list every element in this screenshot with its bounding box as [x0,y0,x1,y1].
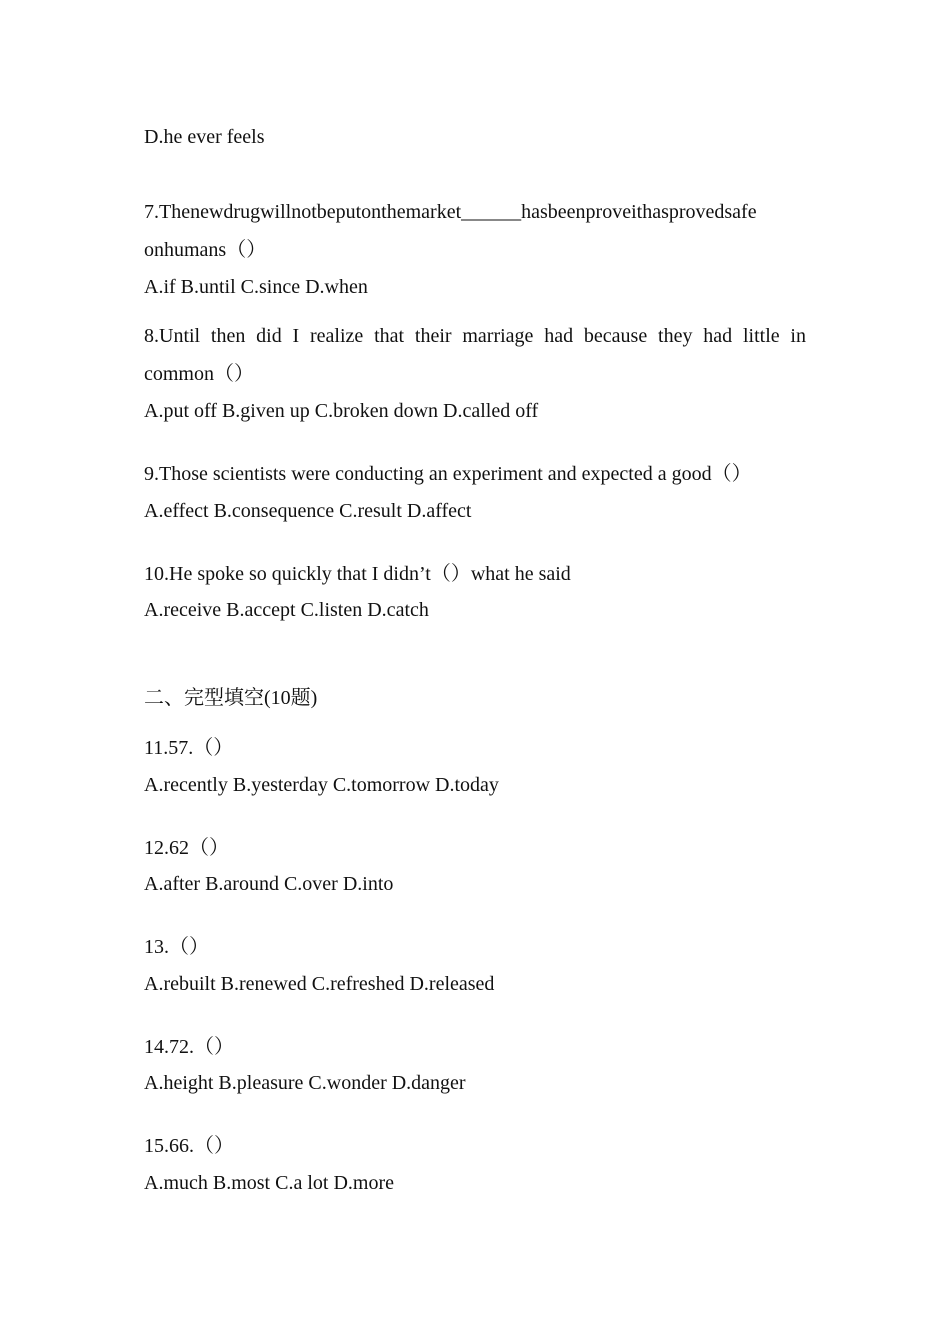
question-7-stem-line-1: 7.Thenewdrugwillnotbeputonthemarket______hasbeenproveithasprovedsafe [144,201,757,223]
question-11-options: A.recently B.yesterday C.tomorrow D.today [144,774,499,796]
question-13-stem: 13.（） [144,936,209,958]
question-10-options: A.receive B.accept C.listen D.catch [144,599,429,621]
question-8-stem-line-2: common（） [144,363,254,385]
question-14-stem: 14.72.（） [144,1036,234,1058]
question-11-stem: 11.57.（） [144,737,234,759]
question-13-options: A.rebuilt B.renewed C.refreshed D.released [144,973,495,995]
question-10-stem: 10.He spoke so quickly that I didn’t（）what he said [144,563,571,585]
question-15-stem: 15.66.（） [144,1135,234,1157]
question-12-stem: 12.62（） [144,837,229,859]
question-7-options: A.if B.until C.since D.when [144,276,368,298]
question-7-stem-line-2: onhumans（） [144,239,267,261]
question-8-options: A.put off B.given up C.broken down D.called off [144,400,539,422]
section-2-heading: 二、完型填空(10题) [144,687,318,709]
question-15-options: A.much B.most C.a lot D.more [144,1172,394,1194]
question-14-options: A.height B.pleasure C.wonder D.danger [144,1072,466,1094]
question-8-stem-line-1: 8.Until then did I realize that their marriage had because they had little in [144,325,806,347]
question-12-options: A.after B.around C.over D.into [144,873,394,895]
question-9-options: A.effect B.consequence C.result D.affect [144,500,472,522]
question-9-stem: 9.Those scientists were conducting an experiment and expected a good（） [144,463,752,485]
question-6-option-d: D.he ever feels [144,126,265,148]
